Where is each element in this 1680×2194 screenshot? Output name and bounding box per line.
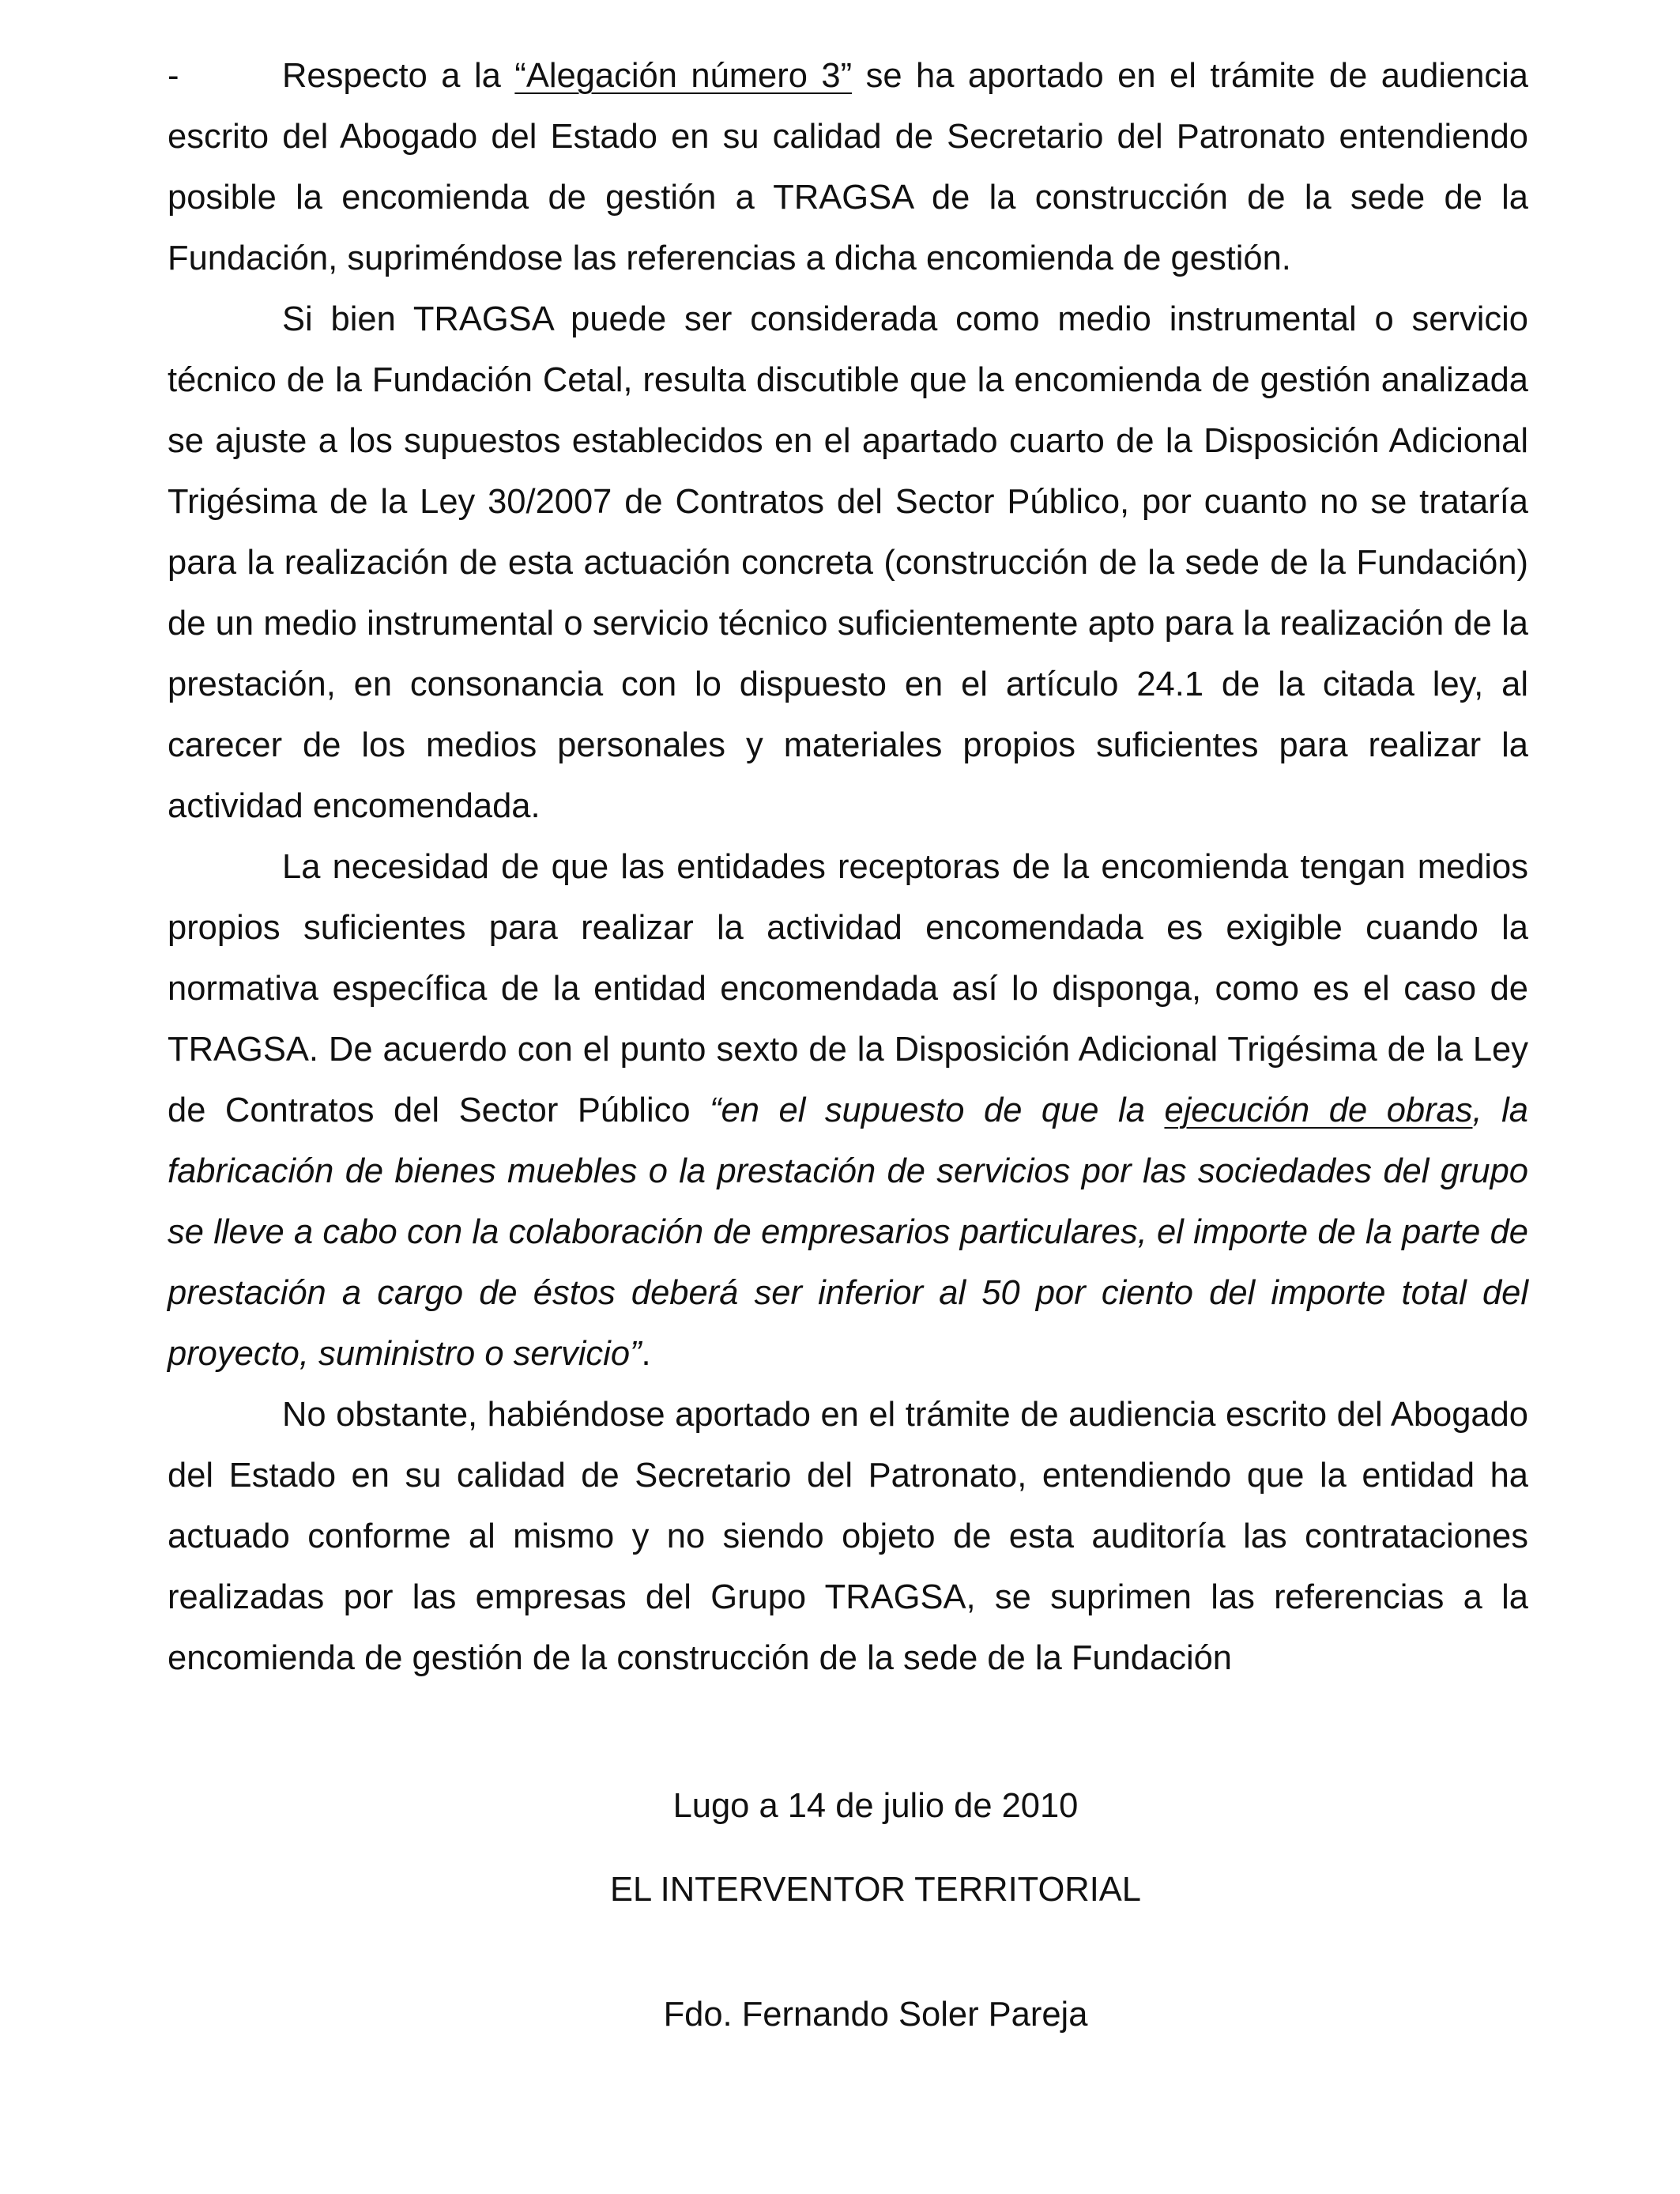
quote-text: , la fabricación de bienes muebles o la prestación de servicios por las sociedades del grupo se lleve a cabo con la colaboración de empresarios particulares, el importe de la parte de prestación a cargo de éstos deberá ser inferior al 50 por ciento del importe total del proyecto, suministro o servicio”: [168, 1091, 1528, 1373]
alegacion-reference: “Alegación número 3”: [514, 57, 853, 95]
signatory-role: EL INTERVENTOR TERRITORIAL: [610, 1871, 1141, 1909]
paragraph-text: .: [641, 1335, 651, 1373]
paragraph-medios-propios: [168, 837, 1528, 1385]
paragraph-tragsa-medio-instrumental: Si bien TRAGSA puede ser considerada como medio instrumental o servicio técnico de la Fundación Cetal, resulta discutible que la encomienda de gestión analizada se ajuste a los supuestos establecidos en el apartado cuarto de la Disposición Adicional Trigésima de la Ley 30/2007 de Contratos del Sector Público, por cuanto no se trataría para la realización de esta actuación concreta (construcción de la sede de la Fundación) de un medio instrumental o servicio técnico suficientemente apto para la realización de la prestación, en consonancia con lo dispuesto en el artículo 24.1 de la citada ley, al carecer de los medios personales y materiales propios suficientes para realizar la actividad encomendada.: [168, 300, 1528, 825]
legal-quote: [168, 1091, 1528, 1373]
signatory-name: Fdo. Fernando Soler Pareja: [663, 1996, 1088, 2034]
document-body: [168, 46, 1528, 1689]
quote-underlined-term: ejecución de obras: [1164, 1091, 1473, 1129]
paragraph-no-obstante: No obstante, habiéndose aportado en el trámite de audiencia escrito del Abogado del Estado en su calidad de Secretario del Patronato, entendiendo que la entidad ha actuado conforme al mismo y no siendo objeto de esta auditoría las contrataciones realizadas por las empresas del Grupo TRAGSA, se suprimen las referencias a la encomienda de gestión de la construcción de la sede de la Fundación: [168, 1396, 1528, 1677]
paragraph-alegacion-3: [168, 46, 1528, 289]
place-date: Lugo a 14 de julio de 2010: [672, 1787, 1079, 1825]
paragraph-text: Respecto a la: [282, 57, 515, 95]
list-dash: -: [168, 57, 179, 95]
paragraph-text: La necesidad de que las entidades receptoras de la encomienda tengan medios propios suficientes para realizar la actividad encomendada es exigible cuando la normativa específica de la entidad encomendada así lo disponga, como es el caso de TRAGSA. De acuerdo con el punto sexto de la Disposición Adicional Trigésima de la Ley de Contratos del Sector Público: [168, 848, 1528, 1129]
paragraph-text: se ha aportado en el trámite de audiencia escrito del Abogado del Estado en su calidad de Secretario del Patronato entendiendo posible la encomienda de gestión a TRAGSA de la construcción de la sede de la Fundación, supriméndose las referencias a dicha encomienda de gestión.: [168, 57, 1528, 277]
quote-text: “en el supuesto de que la: [710, 1091, 1165, 1129]
